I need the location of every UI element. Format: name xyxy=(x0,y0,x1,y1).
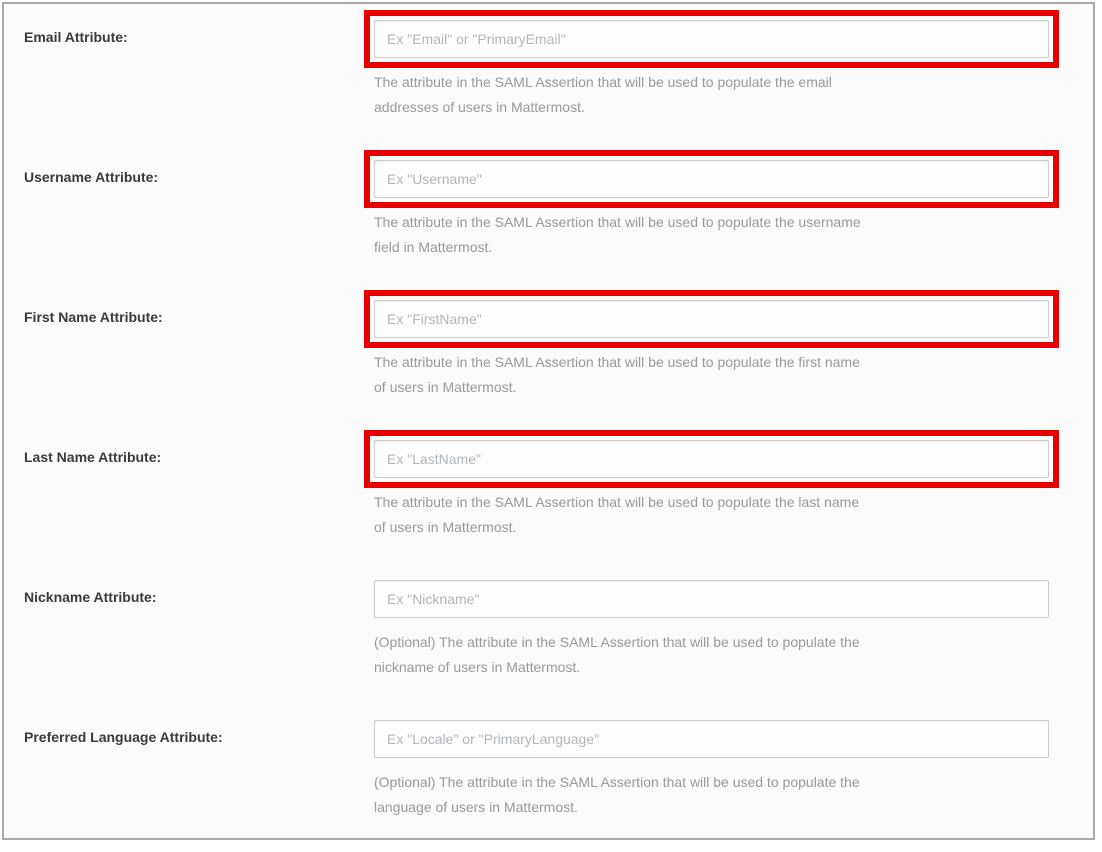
label-column xyxy=(24,710,364,747)
form-row-last-name-attribute xyxy=(24,430,1093,540)
control-column xyxy=(364,570,1093,680)
last-name-attribute-label: Last Name Attribute: xyxy=(24,449,162,465)
form-row-email-attribute xyxy=(24,10,1093,120)
help-line: of users in Mattermost. xyxy=(374,519,517,535)
email-attribute-input[interactable] xyxy=(374,20,1049,58)
help-line: The attribute in the SAML Assertion that will be used to populate the first name xyxy=(374,354,860,370)
form-row-nickname-attribute xyxy=(24,570,1093,680)
help-line: (Optional) The attribute in the SAML Assertion that will be used to populate the xyxy=(374,634,860,650)
help-line: field in Mattermost. xyxy=(374,239,493,255)
red-highlight-box xyxy=(364,10,1059,68)
help-line: (Optional) The attribute in the SAML Assertion that will be used to populate the xyxy=(374,774,860,790)
username-attribute-help xyxy=(374,210,1044,260)
nickname-attribute-help xyxy=(374,630,1044,680)
nickname-attribute-input[interactable] xyxy=(374,580,1049,618)
last-name-attribute-input[interactable] xyxy=(374,440,1049,478)
red-highlight-box xyxy=(364,290,1059,348)
username-attribute-input[interactable] xyxy=(374,160,1049,198)
red-highlight-box xyxy=(364,430,1059,488)
input-wrapper xyxy=(364,570,1059,628)
nickname-attribute-label: Nickname Attribute: xyxy=(24,589,157,605)
control-column xyxy=(364,290,1093,400)
form-row-first-name-attribute xyxy=(24,290,1093,400)
first-name-attribute-input[interactable] xyxy=(374,300,1049,338)
label-column xyxy=(24,570,364,607)
control-column xyxy=(364,430,1093,540)
help-line: nickname of users in Mattermost. xyxy=(374,659,581,675)
help-line: addresses of users in Mattermost. xyxy=(374,99,585,115)
help-line: The attribute in the SAML Assertion that will be used to populate the last name xyxy=(374,494,860,510)
label-column xyxy=(24,430,364,467)
email-attribute-help xyxy=(374,70,1044,120)
help-line: of users in Mattermost. xyxy=(374,379,517,395)
username-attribute-label: Username Attribute: xyxy=(24,169,159,185)
preferred-language-attribute-input[interactable] xyxy=(374,720,1049,758)
control-column xyxy=(364,150,1093,260)
first-name-attribute-help xyxy=(374,350,1044,400)
help-line: The attribute in the SAML Assertion that will be used to populate the email xyxy=(374,74,832,90)
first-name-attribute-label: First Name Attribute: xyxy=(24,309,163,325)
help-line: The attribute in the SAML Assertion that will be used to populate the username xyxy=(374,214,861,230)
red-highlight-box xyxy=(364,150,1059,208)
label-column xyxy=(24,290,364,327)
control-column xyxy=(364,710,1093,820)
email-attribute-label: Email Attribute: xyxy=(24,29,128,45)
input-wrapper xyxy=(364,710,1059,768)
preferred-language-attribute-label: Preferred Language Attribute: xyxy=(24,729,223,745)
last-name-attribute-help xyxy=(374,490,1044,540)
preferred-language-attribute-help xyxy=(374,770,1044,820)
label-column xyxy=(24,10,364,47)
form-row-username-attribute xyxy=(24,150,1093,260)
label-column xyxy=(24,150,364,187)
control-column xyxy=(364,10,1093,120)
saml-settings-panel xyxy=(2,2,1095,840)
help-line: language of users in Mattermost. xyxy=(374,799,578,815)
form-row-preferred-language-attribute xyxy=(24,710,1093,820)
